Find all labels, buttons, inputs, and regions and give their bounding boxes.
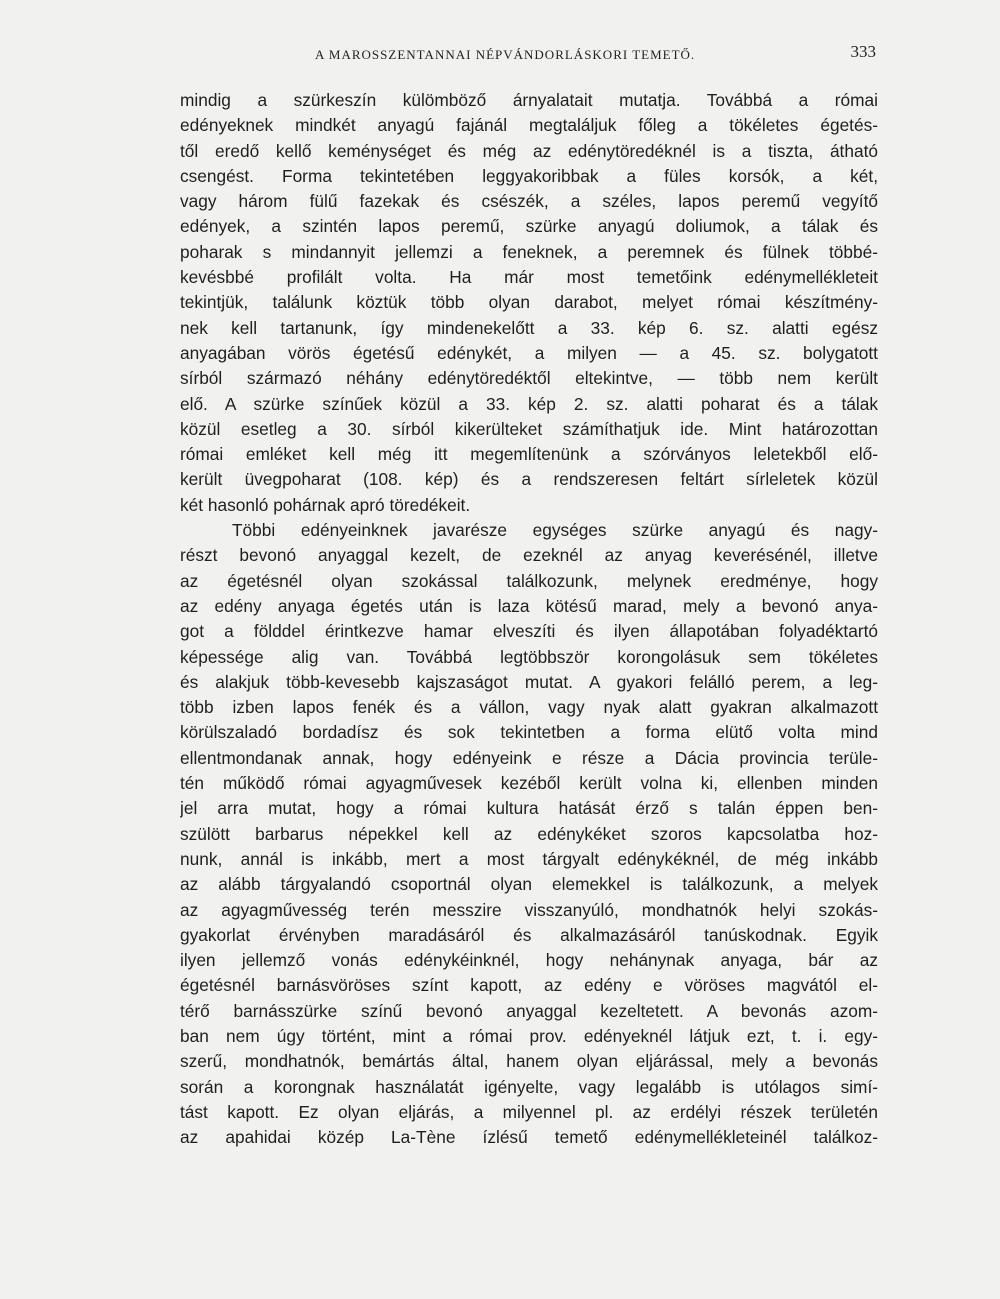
text-line: gyakorlat érvényben maradásáról és alkalmazásáról tanúskodnak. Egyik (180, 924, 878, 945)
text-line: got a földdel érintkezve hamar elveszíti és ilyen állapotában folyadéktartó (180, 621, 878, 642)
text-line: kevésbbé profilált volta. Ha már most temetőink edénymellékleteit (180, 267, 878, 288)
text-line: jel arra mutat, hogy a római kultura hatását érző s talán éppen ben- (180, 798, 878, 819)
text-line: képessége alig van. Továbbá legtöbbször korongolásuk sem tökéletes (180, 646, 878, 667)
paragraph-end-line: két hasonló pohárnak apró töredékeit. (180, 494, 471, 515)
text-line: az égetésnél olyan szokással találkozunk, melynek eredménye, hogy (180, 570, 878, 591)
text-line: tekintjük, találunk köztük több olyan darabot, melyet római készítmény- (180, 292, 878, 313)
text-line: anyagában vörös égetésű edénykét, a milyen — a 45. sz. bolygatott (180, 342, 878, 363)
text-line: közül esetleg a 30. sírból kikerülteket számíthatjuk ide. Mint határozottan (180, 418, 878, 439)
body-text (180, 88, 878, 1150)
text-line: elő. A szürke színűek közül a 33. kép 2. sz. alatti poharat és a tálak (180, 393, 878, 414)
text-line: során a korongnak használatát igényelte, vagy legalább is utólagos simí- (180, 1076, 878, 1097)
text-line: ilyen jellemző vonás edénykéinknél, hogy nehánynak anyaga, bár az (180, 950, 878, 971)
text-line: az alább tárgyalandó csoportnál olyan elemekkel is találkozunk, a melyek (180, 874, 878, 895)
text-line: csengést. Forma tekintetében leggyakoribbak a füles korsók, a két, (180, 165, 878, 186)
text-line: sírból származó néhány edénytöredéktől eltekintve, — több nem került (180, 368, 878, 389)
text-line: szerű, mondhatnók, bemártás által, hanem olyan eljárással, mely a bevonás (180, 1051, 878, 1072)
text-line: az apahidai közép La-Tène ízlésű temető edénymellékleteinél találkoz- (180, 1127, 878, 1148)
text-line: részt bevonó anyaggal kezelt, de ezeknél az anyag keverésénél, illetve (180, 545, 878, 566)
page-number: 333 (850, 42, 876, 61)
text-line: edények, a szintén lapos peremű, szürke anyagú doliumok, a tálak és (180, 216, 878, 237)
text-line: nek kell tartanunk, így mindenekelőtt a 33. kép 6. sz. alatti egész (180, 317, 878, 338)
paragraph-first-line: Többi edényeinknek javarésze egységes szürke anyagú és nagy- (232, 520, 878, 541)
text-line: től eredő kellő keménységet és még az edénytöredéknél is a tiszta, átható (180, 140, 878, 161)
text-line: poharak s mindannyit jellemzi a feneknek, a peremnek és fülnek többé- (180, 241, 878, 262)
text-line: ban nem úgy történt, mint a római prov. edényeknél látjuk ezt, t. i. egy- (180, 1025, 878, 1046)
text-line: tén működő római agyagművesek kezéből került volna ki, ellenben minden (180, 773, 878, 794)
text-line: római emléket kell még itt megemlítenünk a szórványos leletekből elő- (180, 444, 878, 465)
text-line: szülött barbarus népekkel kell az edénykéket szoros kapcsolatba hoz- (180, 823, 878, 844)
text-line: tást kapott. Ez olyan eljárás, a milyennel pl. az erdélyi részek területén (180, 1101, 878, 1122)
text-line: az agyagművesség terén messzire visszanyúló, mondhatnók helyi szokás- (180, 899, 878, 920)
text-line: az edény anyaga égetés után is laza kötésű marad, mely a bevonó anya- (180, 595, 878, 616)
text-line: mindig a szürkeszín külömböző árnyalatait mutatja. Továbbá a római (180, 90, 878, 110)
text-line: nunk, annál is inkább, mert a most tárgyalt edénykéknél, de még inkább (180, 848, 878, 869)
text-line: és alakjuk több-kevesebb kajszaságot mutat. A gyakori felálló perem, a leg- (180, 671, 878, 692)
text-line: került üvegpoharat (108. kép) és a rendszeresen feltárt sírleletek közül (180, 469, 878, 490)
text-line: edényeknek mindkét anyagú fajánál megtaláljuk főleg a tökéletes égetés- (180, 115, 878, 136)
text-line: több izben lapos fenék és a vállon, vagy nyak alatt gyakran alkalmazott (180, 697, 878, 718)
text-line: égetésnél barnásvöröses színt kapott, az edény e vöröses magvától el- (180, 975, 878, 996)
text-line: ellentmondanak annak, hogy edényeink e része a Dácia provincia terüle- (180, 747, 878, 768)
text-line: vagy három fülű fazekak és csészék, a széles, lapos peremű vegyítő (180, 191, 878, 212)
running-title: A MAROSSZENTANNAI NÉPVÁNDORLÁSKORI TEMETŐ. (315, 47, 696, 62)
running-head (180, 42, 880, 66)
text-line: térő barnásszürke színű bevonó anyaggal kezeltetett. A bevonás azom- (180, 1000, 878, 1021)
text-line: körülszaladó bordadísz és sok tekintetben a forma elütő volta mind (180, 722, 878, 743)
